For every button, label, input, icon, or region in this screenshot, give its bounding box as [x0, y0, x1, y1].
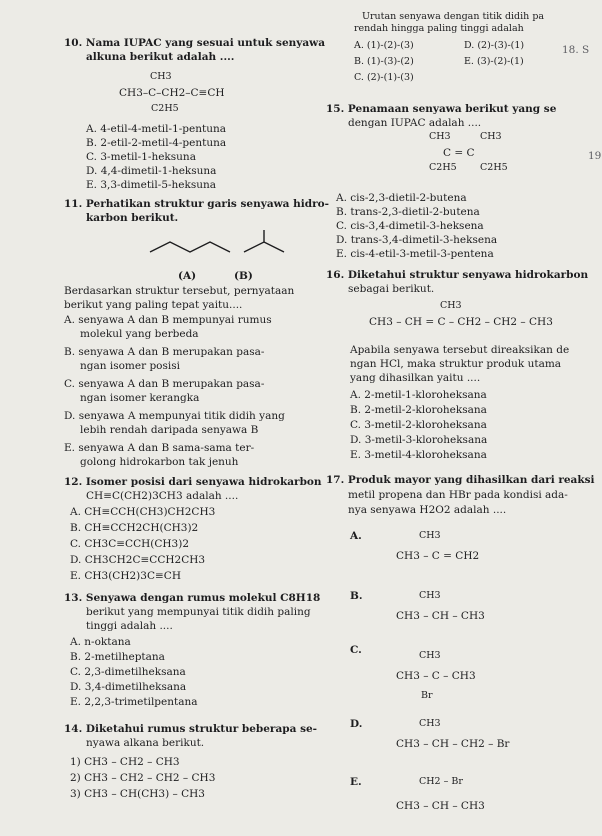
q13-stem-line2: berikut yang mempunyai titik didih paling	[86, 606, 311, 618]
q10-option-b[interactable]: B. 2-etil-2-metil-4-pentuna	[86, 137, 227, 149]
q16-option-b[interactable]: B. 2-metil-2-kloroheksana	[350, 404, 487, 416]
q11-stem-line4: berikut yang paling tepat yaitu....	[64, 299, 243, 311]
q17-option-b-label: B.	[350, 590, 363, 602]
q12-option-d[interactable]: D. CH3CH2C≡CCH2CH3	[70, 554, 206, 566]
q11-label-a: (A)	[178, 270, 197, 282]
q17-option-d-main: CH3 – CH – CH2 – Br	[396, 738, 510, 750]
q11-line-structures	[148, 230, 298, 274]
q11-option-b-line2[interactable]: ngan isomer posisi	[80, 360, 180, 372]
q16-paragraph-line1: Apabila senyawa tersebut direaksikan de	[350, 344, 570, 356]
q14-item-1: 1) CH3 – CH2 – CH3	[70, 756, 180, 768]
q17-option-a-main: CH3 – C = CH2	[396, 550, 480, 562]
q10-option-a[interactable]: A. 4-etil-4-metil-1-pentuna	[86, 123, 226, 135]
q16-paragraph-line3: yang dihasilkan yaitu ....	[350, 372, 481, 384]
q17-option-b-top: CH3	[419, 590, 441, 601]
q15-stem-line1: 15. Penamaan senyawa berikut yang se	[326, 103, 557, 115]
q17-option-e-top: CH2 – Br	[419, 776, 463, 787]
q15-formula-top-right: CH3	[480, 131, 502, 142]
q16-option-e[interactable]: E. 3-metil-4-kloroheksana	[350, 449, 487, 461]
q15-stem-line2: dengan IUPAC adalah ....	[348, 117, 482, 129]
q11-option-a-line1[interactable]: A. senyawa A dan B mempunyai rumus	[64, 314, 272, 326]
q14-order-opt-a[interactable]: A. (1)-(2)-(3)	[354, 40, 414, 51]
q17-option-d-top: CH3	[419, 718, 441, 729]
q15-formula-top-left: CH3	[429, 131, 451, 142]
q17-option-c-bottom: Br	[421, 690, 433, 701]
q10-formula-top: CH3	[150, 71, 172, 82]
q13-option-a[interactable]: A. n-oktana	[70, 636, 131, 648]
q13-stem-line3: tinggi adalah ....	[86, 620, 173, 632]
q17-stem-line1: 17. Produk mayor yang dihasilkan dari reaksi	[326, 474, 595, 486]
q11-option-c-line1[interactable]: C. senyawa A dan B merupakan pasa-	[64, 378, 265, 390]
q11-option-d-line1[interactable]: D. senyawa A mempunyai titik didih yang	[64, 410, 285, 422]
q15-option-d[interactable]: D. trans-3,4-dimetil-3-heksena	[336, 234, 498, 246]
q15-option-a[interactable]: A. cis-2,3-dietil-2-butena	[336, 192, 467, 204]
q15-formula-bottom-left: C2H5	[429, 162, 457, 173]
margin-question-number-19: 19	[588, 150, 602, 162]
q17-option-e-label: E.	[350, 776, 362, 788]
q16-option-d[interactable]: D. 3-metil-3-kloroheksana	[350, 434, 488, 446]
q12-option-e[interactable]: E. CH3(CH2)3C≡CH	[70, 570, 181, 582]
q17-option-e-main: CH3 – CH – CH3	[396, 800, 485, 812]
q11-stem-line2: karbon berikut.	[86, 212, 179, 224]
q17-option-c-label: C.	[350, 644, 362, 656]
q10-stem-line2: alkuna berikut adalah ....	[86, 51, 235, 63]
q17-option-a-top: CH3	[419, 530, 441, 541]
q16-formula-top: CH3	[440, 300, 462, 311]
q15-option-b[interactable]: B. trans-2,3-dietil-2-butena	[336, 206, 480, 218]
q14-order-opt-b[interactable]: B. (1)-(3)-(2)	[354, 56, 414, 67]
right-column	[318, 0, 602, 836]
q13-stem-line1: 13. Senyawa dengan rumus molekul C8H18	[64, 592, 321, 604]
q11-option-b-line1[interactable]: B. senyawa A dan B merupakan pasa-	[64, 346, 265, 358]
q10-option-e[interactable]: E. 3,3-dimetil-5-heksuna	[86, 179, 217, 191]
q14-stem-line1: 14. Diketahui rumus struktur beberapa se-	[64, 723, 318, 735]
skeleton-a	[150, 242, 230, 252]
q14-stem-line2: nyawa alkana berikut.	[86, 737, 205, 749]
q11-option-e-line1[interactable]: E. senyawa A dan B sama-sama ter-	[64, 442, 255, 454]
q17-option-c-main: CH3 – C – CH3	[396, 670, 476, 682]
q17-option-c-top: CH3	[419, 650, 441, 661]
q14-item-3: 3) CH3 – CH(CH3) – CH3	[70, 788, 205, 800]
q14-order-opt-c[interactable]: C. (2)-(1)-(3)	[354, 72, 414, 83]
q15-option-e[interactable]: E. cis-4-etil-3-metil-3-pentena	[336, 248, 494, 260]
q16-stem-line2: sebagai berikut.	[348, 283, 435, 295]
q13-option-c[interactable]: C. 2,3-dimetilheksana	[70, 666, 186, 678]
q13-option-e[interactable]: E. 2,2,3-trimetilpentana	[70, 696, 198, 708]
q15-formula-double-bond: C = C	[443, 147, 475, 159]
q11-stem-line3: Berdasarkan struktur tersebut, pernyataan	[64, 285, 295, 297]
q12-option-a[interactable]: A. CH≡CCH(CH3)CH2CH3	[70, 506, 216, 518]
q12-option-c[interactable]: C. CH3C≡CCH(CH3)2	[70, 538, 190, 550]
skeleton-b	[244, 242, 284, 252]
margin-question-number-18: 18. S	[562, 44, 590, 56]
q14-item-2: 2) CH3 – CH2 – CH2 – CH3	[70, 772, 216, 784]
q14-order-opt-d[interactable]: D. (2)-(3)-(1)	[464, 40, 525, 51]
q16-option-c[interactable]: C. 3-metil-2-kloroheksana	[350, 419, 487, 431]
q13-option-d[interactable]: D. 3,4-dimetilheksana	[70, 681, 187, 693]
q17-stem-line2: metil propena dan HBr pada kondisi ada-	[348, 489, 568, 501]
q13-option-b[interactable]: B. 2-metilheptana	[70, 651, 165, 663]
q14-order-opt-e[interactable]: E. (3)-(2)-(1)	[464, 56, 524, 67]
q17-option-d-label: D.	[350, 718, 363, 730]
q12-stem-line1: 12. Isomer posisi dari senyawa hidrokarbon	[64, 476, 322, 488]
q17-option-a-label: A.	[350, 530, 362, 542]
q10-formula-bottom: C2H5	[151, 103, 179, 114]
q17-option-b-main: CH3 – CH – CH3	[396, 610, 485, 622]
q11-option-d-line2[interactable]: lebih rendah daripada senyawa B	[80, 424, 259, 436]
q16-option-a[interactable]: A. 2-metil-1-kloroheksana	[350, 389, 487, 401]
q11-label-b: (B)	[234, 270, 253, 282]
q10-option-d[interactable]: D. 4,4-dimetil-1-heksuna	[86, 165, 217, 177]
q16-paragraph-line2: ngan HCl, maka struktur produk utama	[350, 358, 562, 370]
q16-formula-main: CH3 – CH = C – CH2 – CH2 – CH3	[369, 316, 553, 328]
q11-option-c-line2[interactable]: ngan isomer kerangka	[80, 392, 200, 404]
q17-stem-line3: nya senyawa H2O2 adalah ....	[348, 504, 507, 516]
q12-option-b[interactable]: B. CH≡CCH2CH(CH3)2	[70, 522, 199, 534]
q14-order-line1: Urutan senyawa dengan titik didih pa	[362, 11, 545, 22]
q15-formula-bottom-right: C2H5	[480, 162, 508, 173]
q10-stem-line1: 10. Nama IUPAC yang sesuai untuk senyawa	[64, 37, 326, 49]
q12-stem-line2: CH≡C(CH2)3CH3 adalah ....	[86, 490, 239, 502]
q14-order-line2: rendah hingga paling tinggi adalah	[354, 23, 524, 34]
q11-option-a-line2[interactable]: molekul yang berbeda	[80, 328, 199, 340]
q10-formula-main: CH3–C–CH2–C≡CH	[119, 87, 225, 99]
q16-stem-line1: 16. Diketahui struktur senyawa hidrokarbon	[326, 269, 589, 281]
q11-option-e-line2[interactable]: golong hidrokarbon tak jenuh	[80, 456, 239, 468]
q11-stem-line1: 11. Perhatikan struktur garis senyawa hidro-	[64, 198, 329, 210]
q10-option-c[interactable]: C. 3-metil-1-heksuna	[86, 151, 196, 163]
q15-option-c[interactable]: C. cis-3,4-dimetil-3-heksena	[336, 220, 484, 232]
